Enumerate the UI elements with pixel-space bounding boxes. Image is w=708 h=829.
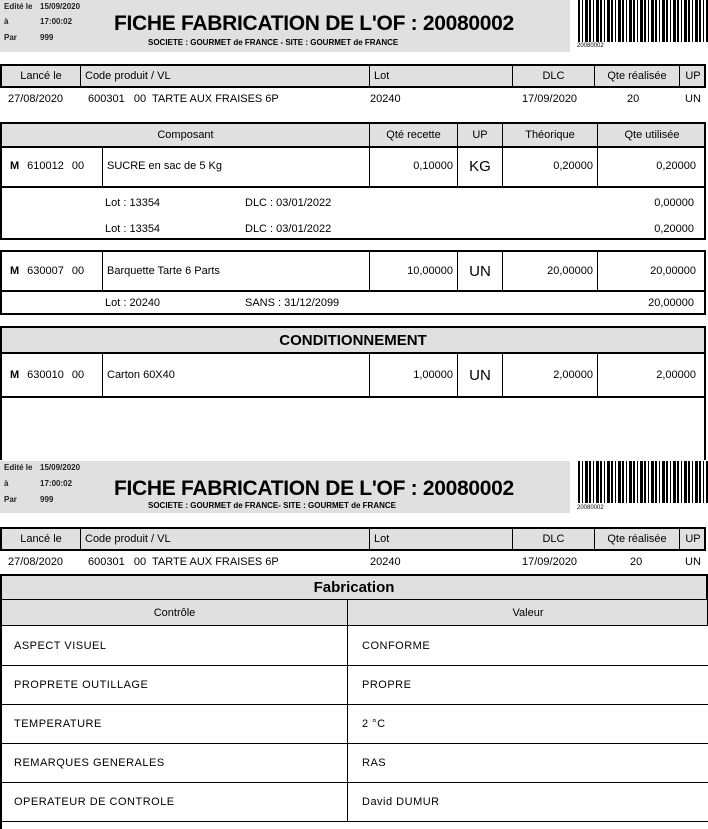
fabrication-columns [0, 599, 708, 626]
dlc-value: 17/09/2020 [522, 93, 578, 105]
lot-qte: 20,00000 [648, 297, 694, 309]
qte-realisee-value: 20 [627, 93, 640, 105]
theorique: 20,00000 [502, 252, 597, 290]
label: Barquette Tarte 6 Parts [102, 252, 369, 290]
col-controle: Contrôle [153, 606, 196, 619]
report-header [0, 0, 570, 52]
edited-date: 15/09/2020 [40, 463, 81, 472]
controle: REMARQUES GENERALES [14, 756, 165, 769]
qte-recette: 0,10000 [369, 146, 457, 186]
qte-utilisee: 20,00000 [597, 252, 706, 290]
vl: 00 [71, 160, 85, 172]
report-header-2 [0, 461, 570, 513]
col-qte-realisee: Qte réalisée [594, 529, 679, 549]
col-code-produit: Code produit / VL [80, 66, 369, 86]
conditionnement-row [0, 352, 706, 398]
up: UN [457, 252, 502, 290]
col-lance-le: Lancé le [20, 70, 62, 82]
edited-time: 17:00:02 [40, 479, 73, 488]
of-data-row [0, 88, 706, 110]
valeur: David DUMUR [347, 782, 708, 821]
of-header-row [0, 527, 706, 551]
product-code: 600301 00 TARTE AUX FRAISES 6P [88, 556, 279, 568]
lot-dlc: DLC : 03/01/2022 [245, 197, 332, 209]
fabrication-row [2, 665, 708, 705]
type: M [10, 160, 20, 172]
barcode-icon [578, 0, 708, 42]
page-title: FICHE FABRICATION DE L'OF : 20080002 [114, 477, 514, 500]
vl: 00 [71, 369, 85, 381]
composant-row [0, 146, 706, 188]
controle: TEMPERATURE [14, 717, 102, 730]
theorique: 0,20000 [502, 146, 597, 186]
page-subtitle: SOCIETE : GOURMET de FRANCE- SITE : GOURMET de FRANCE [148, 501, 397, 510]
col-lot: Lot [369, 66, 512, 86]
lot-details [0, 186, 706, 240]
col-lance-le: Lancé le [20, 533, 62, 545]
valeur: RAS [347, 743, 708, 782]
col-qte-realisee: Qte réalisée [594, 66, 679, 86]
col-code-produit: Code produit / VL [80, 529, 369, 549]
up: KG [457, 146, 502, 186]
col-up: UP [679, 66, 706, 86]
barcode-icon [578, 461, 708, 503]
valeur: 2 °C [347, 704, 708, 743]
time-label: à [4, 479, 9, 488]
valeur: CONFORME [347, 626, 708, 665]
theorique: 2,00000 [502, 354, 597, 396]
lot-dlc: SANS : 31/12/2099 [245, 297, 340, 309]
lot-dlc: DLC : 03/01/2022 [245, 223, 332, 235]
edited-time: 17:00:02 [40, 17, 73, 26]
col-up: UP [457, 124, 502, 146]
edited-date: 15/09/2020 [40, 2, 81, 11]
col-lot: Lot [369, 529, 512, 549]
lot-value: 20240 [370, 93, 401, 105]
page-title: FICHE FABRICATION DE L'OF : 20080002 [114, 12, 514, 35]
code: 610012 [27, 160, 64, 172]
composant-row [0, 250, 706, 292]
product-code: 600301 00 TARTE AUX FRAISES 6P [88, 93, 279, 105]
lot-details [0, 290, 706, 315]
conditionnement-header: CONDITIONNEMENT [0, 326, 706, 354]
time-label: à [4, 17, 9, 26]
edited-label: Edité le [4, 2, 33, 11]
fabrication-row [2, 704, 708, 744]
barcode-text: 20080002 [577, 43, 604, 49]
lot-qte: 0,00000 [654, 197, 694, 209]
lot-number: Lot : 13354 [105, 197, 161, 209]
fabrication-header: Fabrication [0, 574, 708, 601]
barcode-text: 20080002 [577, 505, 604, 511]
qte-utilisee: 2,00000 [597, 354, 706, 396]
edited-label: Edité le [4, 463, 33, 472]
conditionnement-empty [0, 396, 706, 460]
fabrication-table [0, 626, 708, 829]
controle: PROPRETE OUTILLAGE [14, 678, 149, 691]
fabrication-row [2, 626, 708, 666]
of-header-row [0, 64, 706, 88]
col-up: UP [679, 529, 706, 549]
lot-number: Lot : 20240 [105, 297, 161, 309]
controle: ASPECT VISUEL [14, 639, 107, 652]
fabrication-row [2, 782, 708, 822]
by-label: Par [4, 33, 17, 42]
lot-number: Lot : 13354 [105, 223, 161, 235]
launch-date: 27/08/2020 [8, 556, 64, 568]
label: SUCRE en sac de 5 Kg [102, 146, 369, 186]
up-value: UN [685, 93, 701, 105]
valeur: PROPRE [347, 665, 708, 704]
col-qte-utilisee: Qte utilisée [597, 124, 706, 146]
lot-qte: 0,20000 [654, 223, 694, 235]
page-subtitle: SOCIETE : GOURMET de FRANCE - SITE : GOURMET de FRANCE [148, 38, 399, 47]
label: Carton 60X40 [102, 354, 369, 396]
dlc-value: 17/09/2020 [522, 556, 578, 568]
by-value: 999 [40, 495, 54, 504]
col-dlc: DLC [512, 529, 594, 549]
type: M [10, 265, 20, 277]
col-valeur: Valeur [347, 600, 708, 625]
launch-date: 27/08/2020 [8, 93, 64, 105]
col-composant: Composant [157, 129, 214, 141]
qte-recette: 10,00000 [369, 252, 457, 290]
qte-recette: 1,00000 [369, 354, 457, 396]
by-label: Par [4, 495, 17, 504]
of-data-row [0, 551, 706, 573]
composant-header-row [0, 122, 706, 148]
fabrication-row [2, 743, 708, 783]
by-value: 999 [40, 33, 54, 42]
type: M [10, 369, 20, 381]
controle: OPERATEUR DE CONTROLE [14, 795, 175, 808]
col-qte-recette: Qté recette [369, 124, 457, 146]
up: UN [457, 354, 502, 396]
lot-value: 20240 [370, 556, 401, 568]
col-dlc: DLC [512, 66, 594, 86]
vl: 00 [71, 265, 85, 277]
qte-utilisee: 0,20000 [597, 146, 706, 186]
up-value: UN [685, 556, 701, 568]
code: 630010 [27, 369, 64, 381]
col-theorique: Théorique [502, 124, 597, 146]
code: 630007 [27, 265, 64, 277]
qte-realisee-value: 20 [630, 556, 643, 568]
